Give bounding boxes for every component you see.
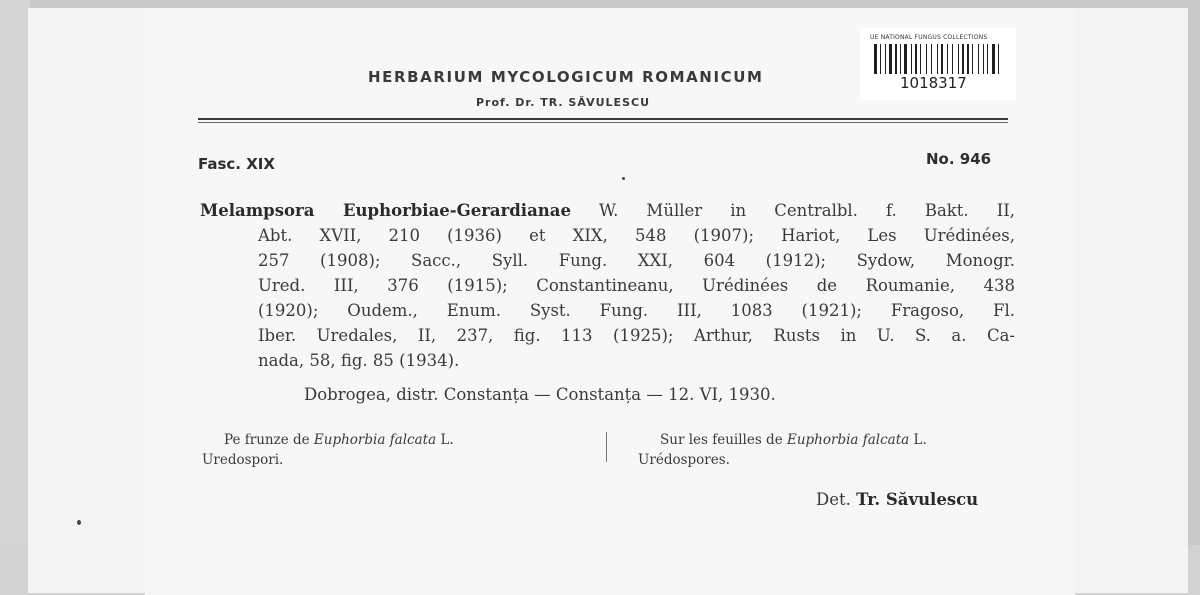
barcode-icon: [874, 44, 1006, 74]
barcode-bar: [920, 44, 921, 74]
barcode-bar: [893, 44, 894, 74]
barcode-bar: [880, 44, 881, 74]
citation-line: [200, 198, 1015, 223]
barcode-bar: [928, 44, 929, 74]
barcode-bar: [904, 44, 907, 74]
barcode-bar: [952, 44, 953, 74]
barcode-bar: [911, 44, 912, 74]
header-rule: [198, 118, 1008, 123]
barcode-bar: [967, 44, 969, 74]
barcode-bar: [992, 44, 995, 74]
barcode-bar: [908, 44, 910, 74]
barcode-bar: [983, 44, 984, 74]
spore-stage: Uredospori.: [202, 452, 284, 468]
host-authority: L.: [440, 432, 454, 448]
barcode-bar: [931, 44, 933, 74]
barcode-bar: [887, 44, 888, 74]
barcode-bar: [915, 44, 917, 74]
column-divider: [606, 432, 607, 462]
barcode-bar: [985, 44, 986, 74]
barcode-bar: [874, 44, 877, 74]
barcode-bar: [945, 44, 946, 74]
barcode-bar: [918, 44, 919, 74]
host-description-french: [638, 430, 927, 470]
barcode-bar: [934, 44, 936, 74]
paper-speck: [77, 520, 81, 525]
citation-line: Iber. Uredales, II, 237, fig. 113 (1925); Arthur, Rusts in U. S. a. Ca-: [258, 326, 1015, 345]
barcode-bar: [980, 44, 982, 74]
barcode-bar: [947, 44, 948, 74]
barcode-bar: [941, 44, 944, 74]
citation-line: Ured. III, 376 (1915); Constantineanu, Urédinées de Roumanie, 438: [258, 276, 1015, 295]
barcode-bar: [958, 44, 959, 74]
background-left-edge: [0, 0, 30, 595]
citation-line: Abt. XVII, 210 (1936) et XIX, 548 (1907); Hariot, Les Urédinées,: [258, 226, 1015, 245]
barcode-bar: [885, 44, 886, 74]
barcode-bar: [878, 44, 879, 74]
barcode-bar: [962, 44, 964, 74]
fascicle-number: Fasc. XIX: [198, 155, 275, 173]
species-name: Melampsora Euphorbiae-Gerardianae: [200, 201, 571, 220]
paper-speck: [622, 177, 625, 180]
barcode-bar: [902, 44, 903, 74]
barcode-bar: [926, 44, 927, 74]
citation-line: 257 (1908); Sacc., Syll. Fung. XXI, 604 (1912); Sydow, Monogr.: [258, 251, 1015, 270]
barcode-bar: [970, 44, 971, 74]
host-description-romanian: [202, 430, 454, 470]
host-authority: L.: [913, 432, 927, 448]
barcode-bar: [998, 44, 999, 74]
specimen-number: No. 946: [926, 150, 992, 168]
barcode-bar: [996, 44, 997, 74]
host-species: Euphorbia falcata: [313, 432, 437, 448]
barcode-bar: [974, 44, 977, 74]
host-species: Euphorbia falcata: [786, 432, 910, 448]
barcode-number: 1018317: [900, 74, 967, 92]
barcode-bar: [987, 44, 988, 74]
barcode-bar: [889, 44, 892, 74]
barcode-bar: [978, 44, 979, 74]
herbarium-title: HERBARIUM MYCOLOGICUM ROMANICUM: [368, 68, 764, 86]
barcode-bar: [923, 44, 926, 74]
barcode-bar: [1000, 44, 1002, 74]
host-line: [638, 430, 927, 450]
barcode-bar: [937, 44, 938, 74]
host-prefix: Sur les feuilles de: [660, 432, 783, 448]
taxon-citation: [200, 198, 1015, 373]
collection-locality: Dobrogea, distr. Constanța — Constanța — 12. VI, 1930.: [304, 385, 776, 404]
host-line: [202, 430, 454, 450]
citation-line: (1920); Oudem., Enum. Syst. Fung. III, 1083 (1921); Fragoso, Fl.: [258, 301, 1015, 320]
barcode-bar: [965, 44, 966, 74]
barcode-bar: [954, 44, 957, 74]
barcode-bar: [898, 44, 899, 74]
determiner: [816, 490, 978, 509]
determiner-prefix: Det.: [816, 490, 851, 509]
determiner-name: Tr. Săvulescu: [856, 490, 979, 509]
barcode-bar: [913, 44, 914, 74]
barcode-bar: [949, 44, 951, 74]
citation-line: nada, 58, fig. 85 (1934).: [258, 351, 460, 370]
barcode-caption: UE NATIONAL FUNGUS COLLECTIONS: [870, 34, 988, 41]
herbarium-director: Prof. Dr. TR. SĂVULESCU: [476, 96, 651, 109]
barcode-bar: [989, 44, 991, 74]
barcode-bar: [882, 44, 884, 74]
citation-text: W. Müller in Centralbl. f. Bakt. II,: [599, 201, 1016, 220]
barcode-label: [860, 28, 1016, 100]
barcode-bar: [960, 44, 961, 74]
barcode-bar: [939, 44, 940, 74]
host-prefix: Pe frunze de: [224, 432, 310, 448]
barcode-bar: [900, 44, 901, 74]
spore-stage: Urédospores.: [638, 452, 730, 468]
barcode-bar: [972, 44, 973, 74]
barcode-bar: [895, 44, 897, 74]
